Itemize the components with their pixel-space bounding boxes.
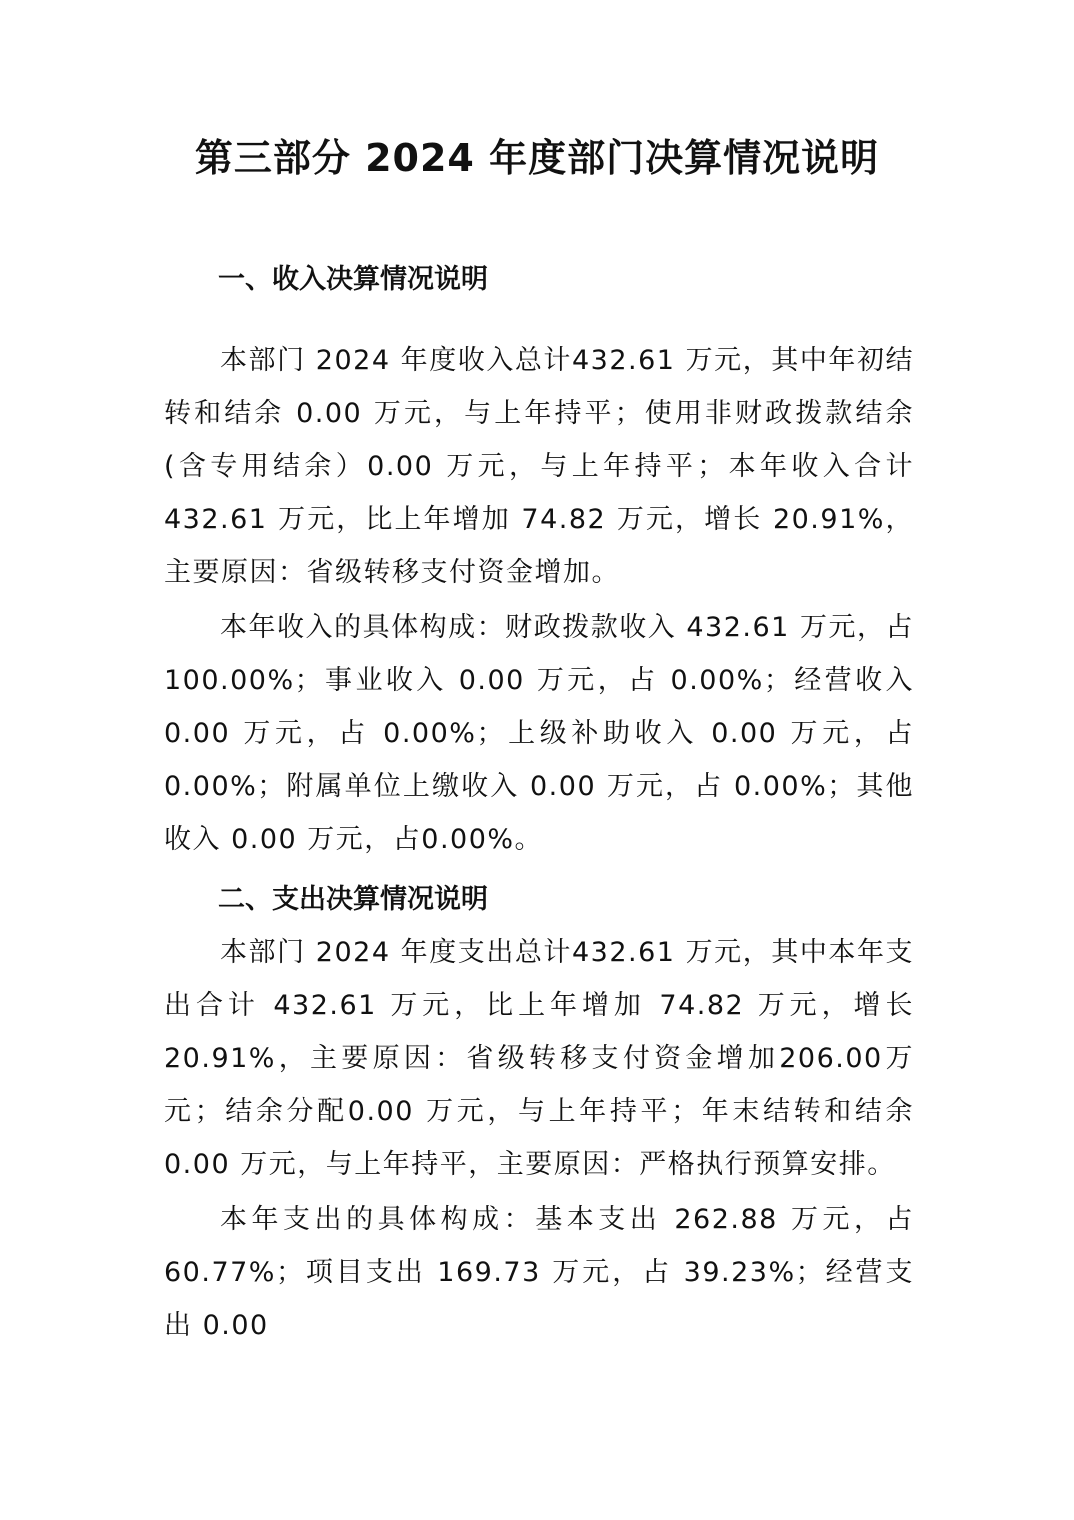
income-section	[164, 256, 914, 866]
document-body	[164, 256, 914, 1352]
expenditure-summary-paragraph: 本部门 2024 年度支出总计432.61 万元，其中本年支出合计 432.61 万元，比上年增加 74.82 万元，增长 20.91%，主要原因：省级转移支付资金增加206.00万元；结余分配0.00 万元，与上年持平；年末结转和结余 0.00 万元，与上年持平，主要原因：严格执行预算安排。	[164, 937, 914, 1180]
expenditure-section	[164, 876, 914, 1352]
page-title: 第三部分 2024 年度部门决算情况说明	[194, 136, 880, 180]
expenditure-section-heading: 二、支出决算情况说明	[218, 884, 488, 915]
income-summary-paragraph: 本部门 2024 年度收入总计432.61 万元，其中年初结转和结余 0.00 万元，与上年持平；使用非财政拨款结余(含专用结余）0.00 万元，与上年持平；本年收入合计 432.61 万元，比上年增加 74.82 万元，增长 20.91%，主要原因：省级转移支付资金增加。	[164, 345, 914, 588]
income-composition-paragraph: 本年收入的具体构成：财政拨款收入 432.61 万元，占100.00%；事业收入 0.00 万元，占 0.00%；经营收入 0.00 万元，占 0.00%；上级补助收入 0.00 万元，占 0.00%；附属单位上缴收入 0.00 万元，占 0.00%；其他收入 0.00 万元，占0.00%。	[164, 612, 914, 855]
income-section-heading: 一、收入决算情况说明	[218, 264, 488, 295]
expenditure-composition-paragraph: 本年支出的具体构成：基本支出 262.88 万元，占60.77%；项目支出 169.73 万元，占 39.23%；经营支出 0.00	[164, 1204, 914, 1341]
